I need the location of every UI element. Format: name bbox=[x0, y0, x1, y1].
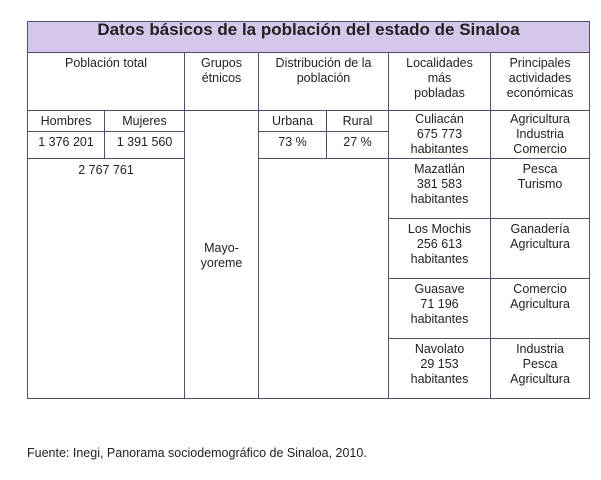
rural-value: 27 % bbox=[327, 132, 389, 159]
subheader-hombres: Hombres bbox=[28, 111, 105, 132]
header-grupos-etnicos bbox=[185, 53, 259, 111]
header-principales-line: Principales bbox=[509, 56, 571, 70]
header-grupos-line: Grupos bbox=[201, 56, 242, 70]
localidad-unit: habitantes bbox=[410, 372, 469, 386]
subheader-rural: Rural bbox=[327, 111, 389, 132]
localidad-cell bbox=[389, 339, 491, 399]
localidad-unit: habitantes bbox=[410, 252, 469, 266]
header-pobladas-line: pobladas bbox=[414, 86, 465, 100]
actividades-cell bbox=[491, 279, 590, 339]
header-economicas-line: económicas bbox=[506, 86, 574, 100]
actividad: Agricultura bbox=[510, 237, 570, 251]
localidad-name: Culiacán bbox=[415, 112, 464, 126]
hombres-value: 1 376 201 bbox=[28, 132, 105, 159]
grupo-etnico-line-1: Mayo- bbox=[204, 241, 239, 255]
header-distribucion bbox=[259, 53, 389, 111]
header-poblacion-total: Población total bbox=[28, 53, 185, 111]
grupo-etnico-cell bbox=[185, 111, 259, 399]
localidad-pop: 29 153 bbox=[420, 357, 459, 371]
source-note: Fuente: Inegi, Panorama sociodemográfico de Sinaloa, 2010. bbox=[27, 446, 367, 460]
subheader-urbana: Urbana bbox=[259, 111, 327, 132]
localidad-pop: 256 613 bbox=[416, 237, 463, 251]
actividad: Pesca bbox=[522, 357, 558, 371]
actividad: Comercio bbox=[513, 282, 567, 296]
actividad: Agricultura bbox=[510, 297, 570, 311]
actividad: Ganadería bbox=[510, 222, 570, 236]
subheader-mujeres: Mujeres bbox=[105, 111, 185, 132]
localidad-cell bbox=[389, 279, 491, 339]
localidad-unit: habitantes bbox=[410, 192, 469, 206]
header-distribucion-line: Distribución de la bbox=[275, 56, 372, 70]
population-table-container bbox=[27, 21, 589, 399]
population-table bbox=[27, 21, 590, 399]
actividad: Pesca bbox=[522, 162, 558, 176]
actividad: Industria bbox=[516, 127, 565, 141]
header-etnicos-line: étnicos bbox=[201, 71, 242, 85]
actividad: Agricultura bbox=[510, 372, 570, 386]
header-actividades bbox=[491, 53, 590, 111]
actividades-cell bbox=[491, 339, 590, 399]
header-mas-line: más bbox=[427, 71, 452, 85]
localidad-pop: 71 196 bbox=[420, 297, 459, 311]
localidad-cell bbox=[389, 219, 491, 279]
distribucion-empty-cell bbox=[259, 159, 389, 399]
localidad-unit: habitantes bbox=[410, 142, 469, 156]
localidad-name: Los Mochis bbox=[407, 222, 472, 236]
header-localidades bbox=[389, 53, 491, 111]
localidad-name: Mazatlán bbox=[414, 162, 465, 176]
table-title: Datos básicos de la población del estado de Sinaloa bbox=[28, 22, 590, 53]
actividad: Industria bbox=[516, 342, 565, 356]
localidad-pop: 381 583 bbox=[416, 177, 463, 191]
total-value: 2 767 761 bbox=[28, 159, 185, 399]
header-localidades-line: Localidades bbox=[406, 56, 473, 70]
localidad-pop: 675 773 bbox=[416, 127, 463, 141]
urbana-value: 73 % bbox=[259, 132, 327, 159]
actividades-cell bbox=[491, 219, 590, 279]
actividades-cell bbox=[491, 111, 590, 159]
localidad-cell bbox=[389, 159, 491, 219]
localidad-name: Navolato bbox=[414, 342, 465, 356]
actividad: Agricultura bbox=[510, 112, 570, 126]
grupo-etnico-line-2: yoreme bbox=[200, 256, 243, 270]
actividades-cell bbox=[491, 159, 590, 219]
localidad-cell bbox=[389, 111, 491, 159]
localidad-name: Guasave bbox=[414, 282, 465, 296]
header-poblacion-line: población bbox=[296, 71, 351, 85]
actividad: Turismo bbox=[517, 177, 563, 191]
mujeres-value: 1 391 560 bbox=[105, 132, 185, 159]
header-actividades-line: actividades bbox=[508, 71, 572, 85]
actividad: Comercio bbox=[513, 142, 567, 156]
localidad-unit: habitantes bbox=[410, 312, 469, 326]
